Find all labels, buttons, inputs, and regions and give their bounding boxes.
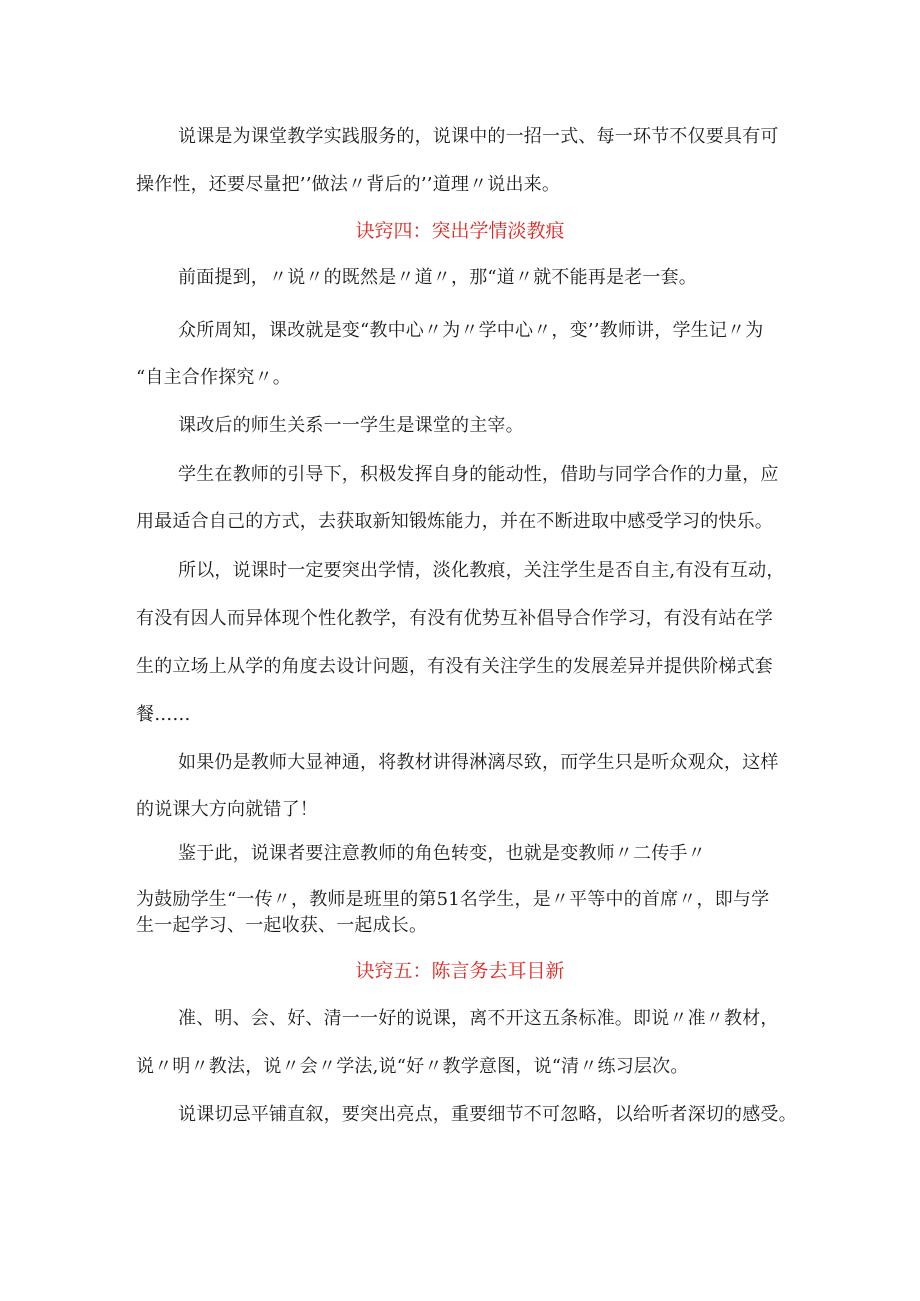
paragraph-line: 餐…… <box>136 704 191 725</box>
paragraph-line: 说课是为课堂教学实践服务的，说课中的一招一式、每一环节不仅要具有可 <box>178 126 779 147</box>
paragraph-line: 课改后的师生关系一一学生是课堂的主宰。 <box>178 415 524 436</box>
paragraph-line: 所以，说课时一定要突出学情，淡化教痕，关注学生是否自主,有没有互动， <box>178 560 785 581</box>
paragraph-line: 鉴于此，说课者要注意教师的角色转变，也就是变教师〃二传手〃 <box>178 843 706 864</box>
paragraph-line: 有没有因人而异体现个性化教学，有没有优势互补倡导合作学习，有没有站在学 <box>136 608 773 629</box>
paragraph-line: “自主合作探究〃。 <box>136 367 292 388</box>
paragraph-line: 生一起学习、一起收获、一起成长。 <box>136 915 428 936</box>
paragraph-line: 为鼓励学生“一传〃，教师是班里的第51名学生，是〃平等中的首席〃，即与学 <box>136 889 770 910</box>
paragraph-line: 众所周知，课改就是变“教中心〃为〃学中心〃，变’’教师讲，学生记〃为 <box>178 320 764 341</box>
paragraph-line: 说〃明〃教法，说〃会〃学法,说“好〃教学意图，说“清〃练习层次。 <box>136 1056 689 1077</box>
section-heading: 诀窍五：陈言务去耳目新 <box>355 960 565 982</box>
paragraph-line: 如果仍是教师大显神通，将教材讲得淋漓尽致，而学生只是听众观众，这样 <box>178 752 779 773</box>
paragraph-line: 操作性，还要尽量把’’做法〃背后的’’道理〃说出来。 <box>136 174 561 195</box>
paragraph-line: 准、明、会、好、清一一好的说课，离不开这五条标准。即说〃准〃教材， <box>178 1008 779 1029</box>
paragraph-line: 说课切忌平铺直叙，要突出亮点，重要细节不可忽略，以给听者深切的感受。 <box>178 1104 797 1125</box>
paragraph-line: 前面提到，〃说〃的既然是〃道〃，那“道〃就不能再是老一套。 <box>178 267 697 288</box>
paragraph-line: 学生在教师的引导下，积极发挥自身的能动性，借助与同学合作的力量，应 <box>178 464 779 485</box>
paragraph-line: 的说课大方向就错了！ <box>136 799 318 820</box>
paragraph-line: 用最适合自己的方式，去获取新知锻炼能力，并在不断进取中感受学习的快乐。 <box>136 511 773 532</box>
section-heading: 诀窍四：突出学情淡教痕 <box>355 220 565 242</box>
paragraph-line: 生的立场上从学的角度去设计问题，有没有关注学生的发展差异并提供阶梯式套 <box>136 656 773 677</box>
